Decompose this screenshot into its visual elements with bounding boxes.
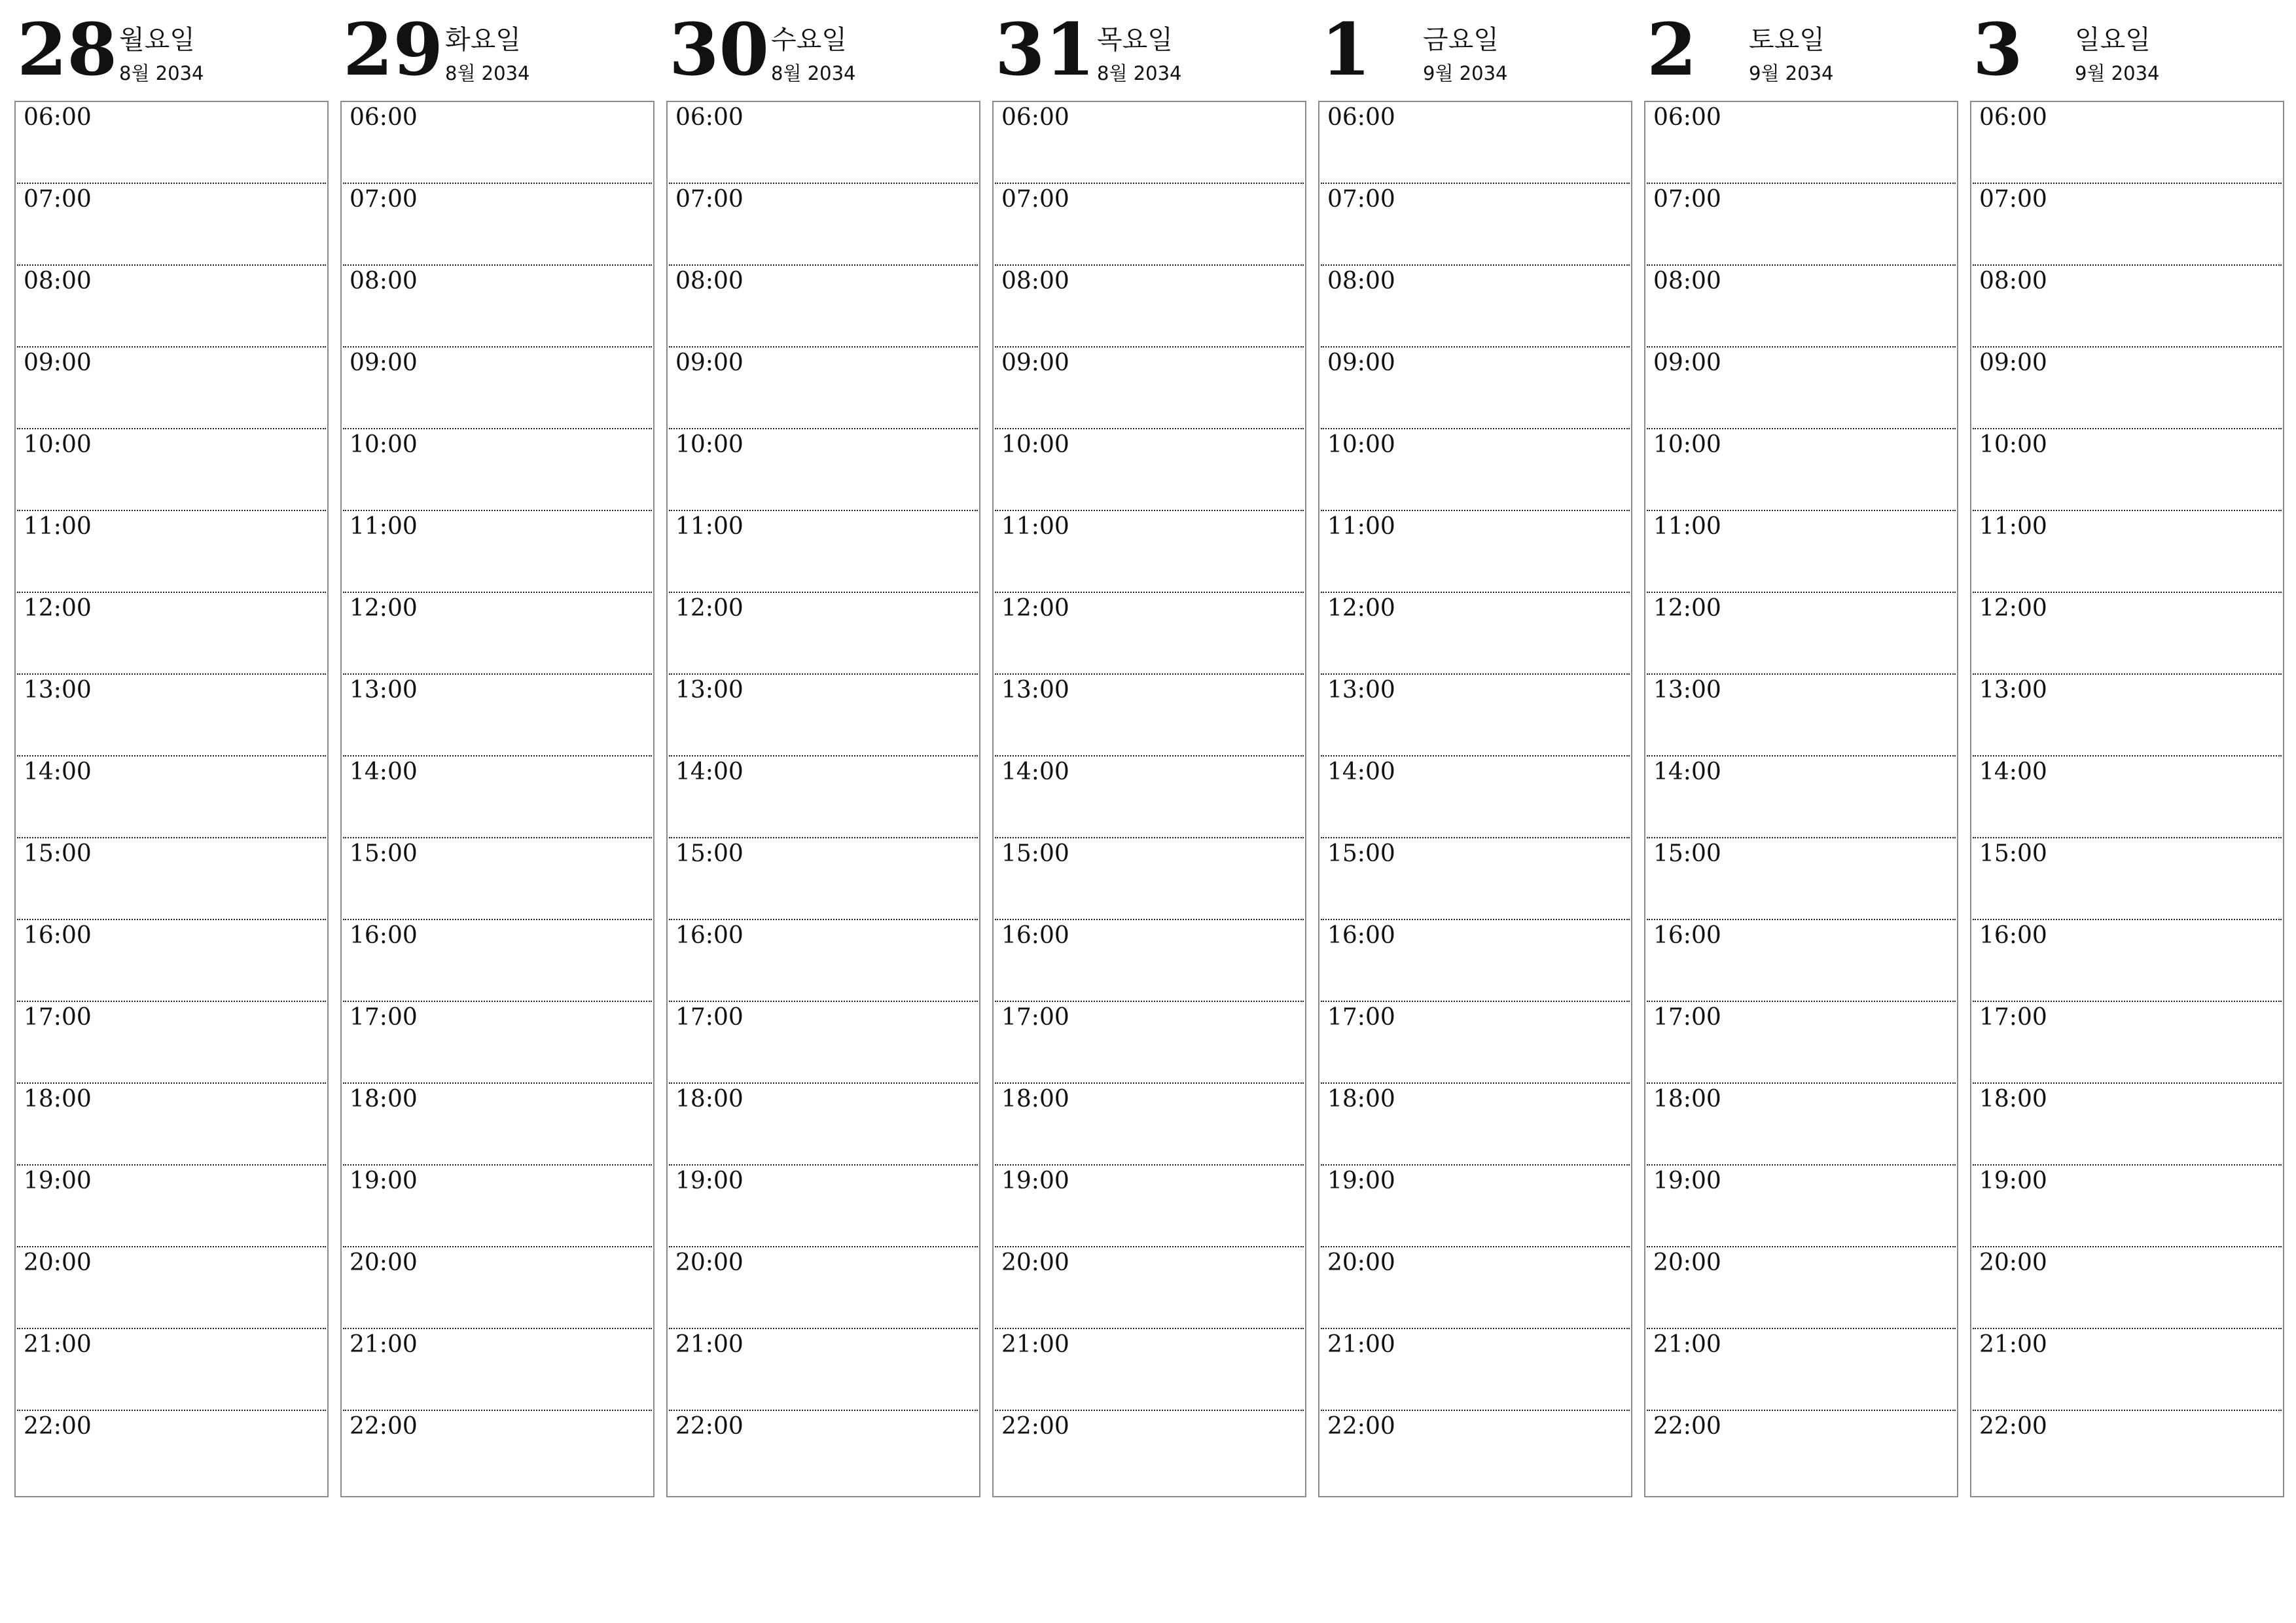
hour-slot[interactable] <box>995 920 1304 1002</box>
month-year: 8월 2034 <box>119 62 204 84</box>
hour-slot[interactable] <box>1647 1329 1956 1411</box>
hour-label: 21:00 <box>1001 1331 1069 1358</box>
hour-slot[interactable] <box>343 1247 652 1329</box>
hour-slot[interactable] <box>1647 675 1956 757</box>
hour-label: 19:00 <box>24 1168 92 1194</box>
hour-label: 18:00 <box>1001 1086 1069 1113</box>
hour-label: 07:00 <box>1001 186 1069 213</box>
hour-slot[interactable] <box>1321 593 1630 675</box>
day-schedule-box <box>1970 101 2284 1497</box>
hour-slot[interactable] <box>995 184 1304 266</box>
hour-slot[interactable] <box>17 184 326 266</box>
hour-slot[interactable] <box>1647 429 1956 511</box>
hour-slot[interactable] <box>1973 102 2282 184</box>
hour-label: 10:00 <box>675 431 744 458</box>
hour-slot[interactable] <box>343 429 652 511</box>
hour-slot[interactable] <box>1647 838 1956 920</box>
hour-label: 16:00 <box>1001 922 1069 949</box>
hour-slot[interactable] <box>343 1411 652 1496</box>
day-number: 2 <box>1647 7 1697 92</box>
hour-label: 12:00 <box>675 595 744 622</box>
hour-slot[interactable] <box>1973 1411 2282 1496</box>
hour-label: 16:00 <box>1653 922 1721 949</box>
hour-slot[interactable] <box>17 1247 326 1329</box>
day-number: 31 <box>995 7 1096 92</box>
hour-slot[interactable] <box>1973 429 2282 511</box>
hour-slot[interactable] <box>669 266 978 348</box>
hour-slot[interactable] <box>669 511 978 593</box>
hour-label: 11:00 <box>1327 513 1395 540</box>
hour-label: 15:00 <box>350 840 418 867</box>
hour-label: 07:00 <box>350 186 418 213</box>
hour-slot[interactable] <box>1973 1002 2282 1084</box>
hour-label: 18:00 <box>24 1086 92 1113</box>
weekday-name: 화요일 <box>445 25 521 55</box>
day-number: 28 <box>17 7 118 92</box>
hour-label: 20:00 <box>675 1249 744 1276</box>
hour-label: 14:00 <box>1001 758 1069 785</box>
hour-label: 17:00 <box>1001 1004 1069 1031</box>
hour-slot[interactable] <box>1973 838 2282 920</box>
hour-slot[interactable] <box>343 675 652 757</box>
hour-slot[interactable] <box>669 1084 978 1166</box>
hour-label: 12:00 <box>1979 595 2047 622</box>
hour-slot[interactable] <box>669 920 978 1002</box>
weekday-name: 월요일 <box>119 25 195 55</box>
hour-slot[interactable] <box>1647 348 1956 429</box>
day-schedule-box <box>340 101 655 1497</box>
hour-label: 12:00 <box>1653 595 1721 622</box>
hour-slot[interactable] <box>17 593 326 675</box>
hour-label: 13:00 <box>350 677 418 704</box>
hour-slot[interactable] <box>1973 348 2282 429</box>
weekday-name: 목요일 <box>1097 25 1173 55</box>
hour-label: 16:00 <box>675 922 744 949</box>
hour-label: 12:00 <box>1001 595 1069 622</box>
hour-slot[interactable] <box>669 1329 978 1411</box>
hour-label: 14:00 <box>24 758 92 785</box>
hour-slot[interactable] <box>995 1329 1304 1411</box>
hour-slot[interactable] <box>1647 1166 1956 1247</box>
month-year: 9월 2034 <box>1749 62 1834 84</box>
hour-label: 06:00 <box>1979 104 2047 131</box>
hour-label: 12:00 <box>24 595 92 622</box>
hour-label: 09:00 <box>675 349 744 376</box>
hour-label: 21:00 <box>24 1331 92 1358</box>
hour-label: 15:00 <box>1001 840 1069 867</box>
hour-label: 22:00 <box>1327 1413 1395 1440</box>
hour-label: 11:00 <box>24 513 92 540</box>
hour-slot[interactable] <box>1321 1002 1630 1084</box>
hour-slot[interactable] <box>995 266 1304 348</box>
day-schedule-box <box>1318 101 1632 1497</box>
hour-label: 10:00 <box>1001 431 1069 458</box>
hour-slot[interactable] <box>343 266 652 348</box>
hour-label: 16:00 <box>350 922 418 949</box>
hour-label: 21:00 <box>1653 1331 1721 1358</box>
hour-label: 07:00 <box>24 186 92 213</box>
day-schedule-box <box>14 101 329 1497</box>
hour-slot[interactable] <box>1321 920 1630 1002</box>
day-schedule-box <box>666 101 980 1497</box>
hour-slot[interactable] <box>1647 102 1956 184</box>
hour-slot[interactable] <box>1973 1084 2282 1166</box>
hour-slot[interactable] <box>1647 1411 1956 1496</box>
hour-label: 21:00 <box>1327 1331 1395 1358</box>
hour-slot[interactable] <box>1973 593 2282 675</box>
hour-slot[interactable] <box>669 675 978 757</box>
hour-slot[interactable] <box>1647 920 1956 1002</box>
hour-label: 17:00 <box>1653 1004 1721 1031</box>
hour-slot[interactable] <box>1647 266 1956 348</box>
hour-label: 08:00 <box>1653 268 1721 294</box>
day-header <box>1970 0 2284 98</box>
hour-slot[interactable] <box>669 1002 978 1084</box>
hour-slot[interactable] <box>1647 1247 1956 1329</box>
hour-label: 16:00 <box>1979 922 2047 949</box>
hour-label: 07:00 <box>1327 186 1395 213</box>
hour-label: 18:00 <box>350 1086 418 1113</box>
hour-slot[interactable] <box>1647 1002 1956 1084</box>
hour-label: 15:00 <box>675 840 744 867</box>
hour-slot[interactable] <box>1321 1084 1630 1166</box>
hour-label: 09:00 <box>1653 349 1721 376</box>
hour-label: 06:00 <box>675 104 744 131</box>
hour-slot[interactable] <box>17 1166 326 1247</box>
hour-label: 09:00 <box>1001 349 1069 376</box>
hour-label: 07:00 <box>1653 186 1721 213</box>
hour-slot[interactable] <box>995 1247 1304 1329</box>
day-header <box>14 0 329 98</box>
hour-slot[interactable] <box>669 593 978 675</box>
hour-label: 11:00 <box>1979 513 2047 540</box>
hour-label: 17:00 <box>350 1004 418 1031</box>
hour-label: 08:00 <box>350 268 418 294</box>
hour-slot[interactable] <box>1321 675 1630 757</box>
hour-label: 20:00 <box>24 1249 92 1276</box>
hour-slot[interactable] <box>669 102 978 184</box>
hour-label: 06:00 <box>1327 104 1395 131</box>
hour-slot[interactable] <box>1647 184 1956 266</box>
hour-label: 18:00 <box>1327 1086 1395 1113</box>
hour-label: 09:00 <box>350 349 418 376</box>
hour-slot[interactable] <box>1321 1411 1630 1496</box>
hour-label: 08:00 <box>1327 268 1395 294</box>
hour-slot[interactable] <box>995 593 1304 675</box>
hour-slot[interactable] <box>995 1084 1304 1166</box>
hour-slot[interactable] <box>17 102 326 184</box>
hour-slot[interactable] <box>343 593 652 675</box>
hour-slot[interactable] <box>669 348 978 429</box>
hour-label: 13:00 <box>675 677 744 704</box>
hour-slot[interactable] <box>17 348 326 429</box>
month-year: 9월 2034 <box>2075 62 2160 84</box>
hour-slot[interactable] <box>343 838 652 920</box>
hour-label: 14:00 <box>1979 758 2047 785</box>
hour-slot[interactable] <box>669 1247 978 1329</box>
hour-slot[interactable] <box>1973 920 2282 1002</box>
hour-slot[interactable] <box>1647 593 1956 675</box>
weekday-name: 수요일 <box>771 25 847 55</box>
hour-slot[interactable] <box>17 1084 326 1166</box>
hour-label: 18:00 <box>1653 1086 1721 1113</box>
hour-label: 09:00 <box>1979 349 2047 376</box>
hour-label: 15:00 <box>1653 840 1721 867</box>
hour-label: 19:00 <box>1001 1168 1069 1194</box>
hour-label: 21:00 <box>675 1331 744 1358</box>
hour-label: 16:00 <box>1327 922 1395 949</box>
weekday-name: 금요일 <box>1423 25 1499 55</box>
day-number: 1 <box>1321 7 1371 92</box>
hour-label: 14:00 <box>675 758 744 785</box>
hour-label: 12:00 <box>350 595 418 622</box>
hour-label: 15:00 <box>1327 840 1395 867</box>
hour-label: 06:00 <box>24 104 92 131</box>
day-header <box>1318 0 1632 98</box>
hour-label: 17:00 <box>24 1004 92 1031</box>
month-year: 8월 2034 <box>771 62 856 84</box>
hour-label: 08:00 <box>1979 268 2047 294</box>
hour-slot[interactable] <box>669 838 978 920</box>
hour-slot[interactable] <box>343 1002 652 1084</box>
hour-slot[interactable] <box>343 920 652 1002</box>
hour-label: 10:00 <box>24 431 92 458</box>
hour-label: 11:00 <box>1653 513 1721 540</box>
hour-slot[interactable] <box>1973 757 2282 838</box>
hour-label: 17:00 <box>675 1004 744 1031</box>
hour-label: 10:00 <box>1327 431 1395 458</box>
hour-label: 21:00 <box>350 1331 418 1358</box>
hour-label: 06:00 <box>350 104 418 131</box>
hour-slot[interactable] <box>995 348 1304 429</box>
hour-label: 13:00 <box>1653 677 1721 704</box>
month-year: 8월 2034 <box>445 62 530 84</box>
hour-label: 13:00 <box>24 677 92 704</box>
hour-slot[interactable] <box>1647 511 1956 593</box>
hour-slot[interactable] <box>343 1166 652 1247</box>
hour-slot[interactable] <box>343 1329 652 1411</box>
hour-slot[interactable] <box>1973 1166 2282 1247</box>
hour-label: 20:00 <box>1979 1249 2047 1276</box>
hour-slot[interactable] <box>1321 348 1630 429</box>
hour-slot[interactable] <box>343 184 652 266</box>
hour-slot[interactable] <box>669 757 978 838</box>
hour-slot[interactable] <box>1973 675 2282 757</box>
hour-label: 19:00 <box>675 1168 744 1194</box>
hour-label: 22:00 <box>1001 1413 1069 1440</box>
hour-slot[interactable] <box>17 920 326 1002</box>
hour-label: 19:00 <box>1327 1168 1395 1194</box>
hour-label: 15:00 <box>1979 840 2047 867</box>
hour-slot[interactable] <box>1321 511 1630 593</box>
hour-label: 19:00 <box>1979 1168 2047 1194</box>
hour-slot[interactable] <box>17 675 326 757</box>
hour-label: 20:00 <box>1001 1249 1069 1276</box>
hour-label: 14:00 <box>1653 758 1721 785</box>
hour-label: 10:00 <box>1979 431 2047 458</box>
hour-slot[interactable] <box>1973 184 2282 266</box>
hour-label: 17:00 <box>1327 1004 1395 1031</box>
hour-slot[interactable] <box>17 838 326 920</box>
hour-slot[interactable] <box>1321 184 1630 266</box>
day-schedule-box <box>992 101 1306 1497</box>
hour-slot[interactable] <box>1321 266 1630 348</box>
hour-slot[interactable] <box>1321 838 1630 920</box>
hour-slot[interactable] <box>17 429 326 511</box>
hour-slot[interactable] <box>995 511 1304 593</box>
hour-label: 22:00 <box>1653 1413 1721 1440</box>
hour-label: 14:00 <box>1327 758 1395 785</box>
hour-slot[interactable] <box>995 429 1304 511</box>
hour-slot[interactable] <box>1321 757 1630 838</box>
hour-slot[interactable] <box>17 266 326 348</box>
hour-label: 18:00 <box>1979 1086 2047 1113</box>
weekday-name: 일요일 <box>2075 25 2151 55</box>
hour-slot[interactable] <box>995 675 1304 757</box>
day-number: 30 <box>669 7 770 92</box>
hour-label: 08:00 <box>675 268 744 294</box>
month-year: 9월 2034 <box>1423 62 1508 84</box>
month-year: 8월 2034 <box>1097 62 1182 84</box>
day-header <box>666 0 980 98</box>
hour-label: 10:00 <box>1653 431 1721 458</box>
hour-label: 22:00 <box>24 1413 92 1440</box>
hour-label: 16:00 <box>24 922 92 949</box>
hour-slot[interactable] <box>1321 429 1630 511</box>
hour-slot[interactable] <box>17 1002 326 1084</box>
weekday-name: 토요일 <box>1749 25 1825 55</box>
hour-label: 22:00 <box>350 1413 418 1440</box>
hour-slot[interactable] <box>343 348 652 429</box>
hour-slot[interactable] <box>669 1166 978 1247</box>
day-schedule-box <box>1644 101 1958 1497</box>
hour-slot[interactable] <box>995 1411 1304 1496</box>
day-header <box>1644 0 1958 98</box>
hour-slot[interactable] <box>343 102 652 184</box>
hour-slot[interactable] <box>995 102 1304 184</box>
hour-slot[interactable] <box>343 757 652 838</box>
hour-label: 19:00 <box>350 1168 418 1194</box>
hour-slot[interactable] <box>995 838 1304 920</box>
hour-slot[interactable] <box>1321 102 1630 184</box>
hour-label: 11:00 <box>675 513 744 540</box>
hour-slot[interactable] <box>343 511 652 593</box>
hour-label: 07:00 <box>675 186 744 213</box>
hour-label: 14:00 <box>350 758 418 785</box>
hour-label: 22:00 <box>1979 1413 2047 1440</box>
hour-label: 20:00 <box>350 1249 418 1276</box>
day-header <box>340 0 655 98</box>
hour-label: 08:00 <box>24 268 92 294</box>
hour-slot[interactable] <box>1321 1247 1630 1329</box>
hour-slot[interactable] <box>17 1329 326 1411</box>
hour-label: 13:00 <box>1327 677 1395 704</box>
hour-label: 19:00 <box>1653 1168 1721 1194</box>
hour-slot[interactable] <box>995 1166 1304 1247</box>
hour-slot[interactable] <box>17 1411 326 1496</box>
hour-label: 13:00 <box>1979 677 2047 704</box>
hour-slot[interactable] <box>1973 266 2282 348</box>
hour-slot[interactable] <box>17 511 326 593</box>
hour-slot[interactable] <box>995 757 1304 838</box>
hour-slot[interactable] <box>669 1411 978 1496</box>
hour-label: 20:00 <box>1653 1249 1721 1276</box>
hour-slot[interactable] <box>1973 1247 2282 1329</box>
hour-label: 18:00 <box>675 1086 744 1113</box>
hour-label: 09:00 <box>24 349 92 376</box>
hour-label: 22:00 <box>675 1413 744 1440</box>
hour-label: 11:00 <box>1001 513 1069 540</box>
hour-label: 17:00 <box>1979 1004 2047 1031</box>
hour-slot[interactable] <box>669 184 978 266</box>
hour-slot[interactable] <box>1973 1329 2282 1411</box>
hour-slot[interactable] <box>995 1002 1304 1084</box>
hour-slot[interactable] <box>669 429 978 511</box>
hour-slot[interactable] <box>1321 1329 1630 1411</box>
hour-label: 15:00 <box>24 840 92 867</box>
hour-label: 09:00 <box>1327 349 1395 376</box>
hour-slot[interactable] <box>1973 511 2282 593</box>
day-number: 3 <box>1973 7 2023 92</box>
hour-label: 12:00 <box>1327 595 1395 622</box>
hour-label: 10:00 <box>350 431 418 458</box>
hour-label: 20:00 <box>1327 1249 1395 1276</box>
hour-label: 06:00 <box>1001 104 1069 131</box>
hour-label: 07:00 <box>1979 186 2047 213</box>
day-header <box>992 0 1306 98</box>
hour-slot[interactable] <box>17 757 326 838</box>
hour-slot[interactable] <box>1647 1084 1956 1166</box>
hour-label: 08:00 <box>1001 268 1069 294</box>
day-number: 29 <box>343 7 444 92</box>
hour-label: 06:00 <box>1653 104 1721 131</box>
hour-slot[interactable] <box>1647 757 1956 838</box>
hour-label: 21:00 <box>1979 1331 2047 1358</box>
hour-label: 11:00 <box>350 513 418 540</box>
hour-slot[interactable] <box>1321 1166 1630 1247</box>
hour-slot[interactable] <box>343 1084 652 1166</box>
hour-label: 13:00 <box>1001 677 1069 704</box>
